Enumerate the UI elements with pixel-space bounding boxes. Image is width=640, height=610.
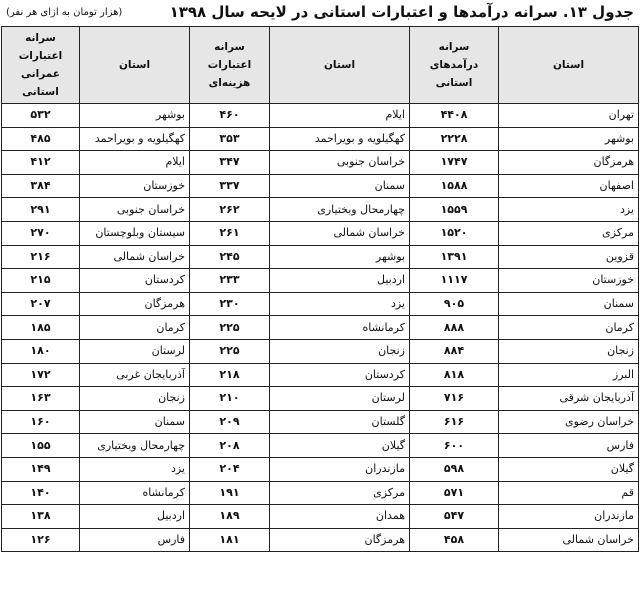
header-current-credit-per-capita: سرانه اعتبارات هزینه‌ای <box>190 27 270 104</box>
current-province-cell: زنجان <box>270 339 410 363</box>
revenue-value-cell: ۱۵۲۰ <box>410 221 499 245</box>
development-value-cell: ۱۵۵ <box>2 434 80 458</box>
development-province-cell: خراسان جنوبی <box>80 198 190 222</box>
revenue-province-cell: خوزستان <box>499 269 639 293</box>
revenue-province-cell: خراسان رضوی <box>499 410 639 434</box>
current-province-cell: گلستان <box>270 410 410 434</box>
development-province-cell: کرمانشاه <box>80 481 190 505</box>
table-row <box>2 198 639 222</box>
current-province-cell: کردستان <box>270 363 410 387</box>
table-row <box>2 339 639 363</box>
header-province-development: استان <box>80 27 190 104</box>
development-province-cell: بوشهر <box>80 104 190 128</box>
revenue-province-cell: سمنان <box>499 292 639 316</box>
table-row <box>2 221 639 245</box>
current-value-cell: ۲۱۸ <box>190 363 270 387</box>
development-value-cell: ۱۴۹ <box>2 457 80 481</box>
development-value-cell: ۴۱۲ <box>2 151 80 175</box>
revenue-province-cell: مرکزی <box>499 221 639 245</box>
header-province-current: استان <box>270 27 410 104</box>
revenue-value-cell: ۱۳۹۱ <box>410 245 499 269</box>
revenue-value-cell: ۵۷۱ <box>410 481 499 505</box>
development-province-cell: آذربایجان غربی <box>80 363 190 387</box>
revenue-value-cell: ۱۱۱۷ <box>410 269 499 293</box>
title-row <box>0 0 640 26</box>
development-province-cell: یزد <box>80 457 190 481</box>
development-value-cell: ۱۷۲ <box>2 363 80 387</box>
revenue-value-cell: ۸۸۴ <box>410 339 499 363</box>
current-value-cell: ۳۳۷ <box>190 174 270 198</box>
current-value-cell: ۲۰۸ <box>190 434 270 458</box>
header-province-revenue: استان <box>499 27 639 104</box>
revenue-province-cell: یزد <box>499 198 639 222</box>
revenue-value-cell: ۷۱۶ <box>410 387 499 411</box>
table-row <box>2 528 639 552</box>
revenue-province-cell: تهران <box>499 104 639 128</box>
current-province-cell: ایلام <box>270 104 410 128</box>
current-province-cell: خراسان شمالی <box>270 221 410 245</box>
development-value-cell: ۲۹۱ <box>2 198 80 222</box>
current-province-cell: سمنان <box>270 174 410 198</box>
current-value-cell: ۲۰۴ <box>190 457 270 481</box>
revenue-value-cell: ۵۴۷ <box>410 505 499 529</box>
development-value-cell: ۲۱۵ <box>2 269 80 293</box>
revenue-province-cell: هرمزگان <box>499 151 639 175</box>
development-value-cell: ۱۶۰ <box>2 410 80 434</box>
revenue-province-cell: البرز <box>499 363 639 387</box>
current-value-cell: ۲۲۵ <box>190 316 270 340</box>
revenue-province-cell: کرمان <box>499 316 639 340</box>
current-province-cell: گیلان <box>270 434 410 458</box>
table-row <box>2 292 639 316</box>
revenue-province-cell: بوشهر <box>499 127 639 151</box>
development-province-cell: سمنان <box>80 410 190 434</box>
table-row <box>2 269 639 293</box>
current-province-cell: چهارمحال وبختیاری <box>270 198 410 222</box>
current-province-cell: یزد <box>270 292 410 316</box>
revenue-value-cell: ۶۱۶ <box>410 410 499 434</box>
revenue-province-cell: قزوین <box>499 245 639 269</box>
header-row <box>2 27 639 104</box>
development-value-cell: ۱۸۰ <box>2 339 80 363</box>
current-value-cell: ۲۴۵ <box>190 245 270 269</box>
development-value-cell: ۲۷۰ <box>2 221 80 245</box>
development-province-cell: هرمزگان <box>80 292 190 316</box>
revenue-value-cell: ۴۴۰۸ <box>410 104 499 128</box>
table-row <box>2 505 639 529</box>
current-value-cell: ۳۴۷ <box>190 151 270 175</box>
table-row <box>2 457 639 481</box>
table-row <box>2 151 639 175</box>
current-value-cell: ۲۰۹ <box>190 410 270 434</box>
revenue-province-cell: اصفهان <box>499 174 639 198</box>
unit-note: (هزار تومان به ازای هر نفر) <box>6 7 123 18</box>
development-province-cell: چهارمحال وبختیاری <box>80 434 190 458</box>
table-row <box>2 363 639 387</box>
revenue-province-cell: قم <box>499 481 639 505</box>
development-province-cell: اردبیل <box>80 505 190 529</box>
per-capita-table <box>1 26 639 552</box>
revenue-value-cell: ۱۵۵۹ <box>410 198 499 222</box>
table-body <box>2 104 639 552</box>
revenue-value-cell: ۲۲۲۸ <box>410 127 499 151</box>
current-province-cell: خراسان جنوبی <box>270 151 410 175</box>
development-value-cell: ۱۶۳ <box>2 387 80 411</box>
table-row <box>2 127 639 151</box>
revenue-value-cell: ۸۱۸ <box>410 363 499 387</box>
revenue-province-cell: مازندران <box>499 505 639 529</box>
current-province-cell: بوشهر <box>270 245 410 269</box>
table-row <box>2 104 639 128</box>
revenue-province-cell: آذربایجان شرقی <box>499 387 639 411</box>
current-province-cell: لرستان <box>270 387 410 411</box>
development-value-cell: ۱۳۸ <box>2 505 80 529</box>
development-value-cell: ۱۲۶ <box>2 528 80 552</box>
current-value-cell: ۲۶۱ <box>190 221 270 245</box>
current-value-cell: ۲۱۰ <box>190 387 270 411</box>
development-province-cell: فارس <box>80 528 190 552</box>
revenue-value-cell: ۱۵۸۸ <box>410 174 499 198</box>
current-province-cell: اردبیل <box>270 269 410 293</box>
development-province-cell: کردستان <box>80 269 190 293</box>
development-value-cell: ۲۱۶ <box>2 245 80 269</box>
table-row <box>2 245 639 269</box>
current-value-cell: ۳۵۳ <box>190 127 270 151</box>
development-value-cell: ۵۳۲ <box>2 104 80 128</box>
table-row <box>2 410 639 434</box>
table-title: جدول ۱۳. سرانه درآمدها و اعتبارات استانی در لایحه سال ۱۳۹۸ <box>169 3 634 21</box>
development-province-cell: خراسان شمالی <box>80 245 190 269</box>
current-province-cell: مرکزی <box>270 481 410 505</box>
revenue-value-cell: ۱۷۴۷ <box>410 151 499 175</box>
table-row <box>2 387 639 411</box>
revenue-province-cell: فارس <box>499 434 639 458</box>
revenue-value-cell: ۶۰۰ <box>410 434 499 458</box>
current-value-cell: ۴۶۰ <box>190 104 270 128</box>
current-province-cell: هرمزگان <box>270 528 410 552</box>
development-value-cell: ۴۸۵ <box>2 127 80 151</box>
table-row <box>2 316 639 340</box>
development-value-cell: ۱۴۰ <box>2 481 80 505</box>
current-province-cell: همدان <box>270 505 410 529</box>
current-value-cell: ۲۳۳ <box>190 269 270 293</box>
development-province-cell: کهگیلویه و بویراحمد <box>80 127 190 151</box>
revenue-province-cell: گیلان <box>499 457 639 481</box>
development-value-cell: ۲۰۷ <box>2 292 80 316</box>
current-value-cell: ۱۹۱ <box>190 481 270 505</box>
development-province-cell: کرمان <box>80 316 190 340</box>
development-province-cell: ایلام <box>80 151 190 175</box>
development-province-cell: زنجان <box>80 387 190 411</box>
table-row <box>2 174 639 198</box>
revenue-value-cell: ۹۰۵ <box>410 292 499 316</box>
current-value-cell: ۲۶۲ <box>190 198 270 222</box>
revenue-province-cell: زنجان <box>499 339 639 363</box>
current-value-cell: ۱۸۹ <box>190 505 270 529</box>
current-province-cell: مازندران <box>270 457 410 481</box>
current-province-cell: کرمانشاه <box>270 316 410 340</box>
header-development-credit-per-capita: سرانه اعتبارات عمرانی استانی <box>2 27 80 104</box>
current-value-cell: ۲۳۰ <box>190 292 270 316</box>
development-value-cell: ۳۸۴ <box>2 174 80 198</box>
table-row <box>2 481 639 505</box>
revenue-province-cell: خراسان شمالی <box>499 528 639 552</box>
current-value-cell: ۲۲۵ <box>190 339 270 363</box>
current-value-cell: ۱۸۱ <box>190 528 270 552</box>
revenue-value-cell: ۴۵۸ <box>410 528 499 552</box>
revenue-value-cell: ۸۸۸ <box>410 316 499 340</box>
development-province-cell: لرستان <box>80 339 190 363</box>
revenue-value-cell: ۵۹۸ <box>410 457 499 481</box>
current-province-cell: کهگیلویه و بویراحمد <box>270 127 410 151</box>
development-value-cell: ۱۸۵ <box>2 316 80 340</box>
header-revenue-per-capita: سرانه درآمدهای استانی <box>410 27 499 104</box>
table-row <box>2 434 639 458</box>
development-province-cell: سیستان وبلوچستان <box>80 221 190 245</box>
development-province-cell: خوزستان <box>80 174 190 198</box>
